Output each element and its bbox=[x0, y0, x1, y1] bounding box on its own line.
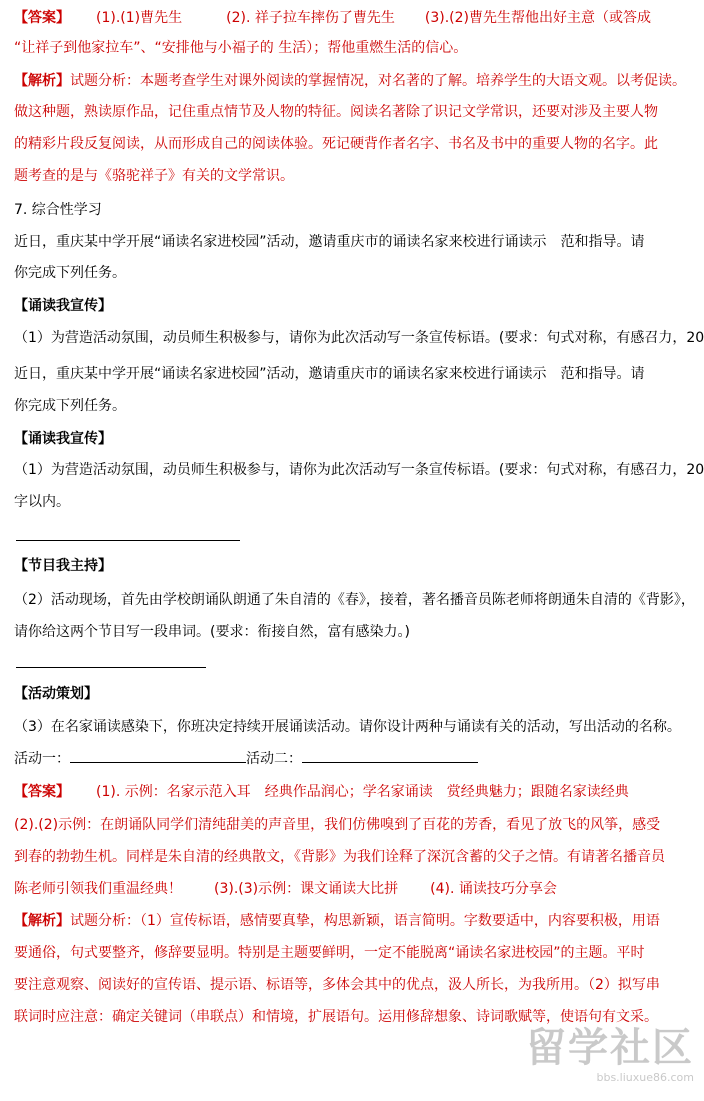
q7-answer-2-line-1: (2).(2)示例：在朗诵队同学们清纯甜美的声音里，我们仿佛嗅到了百花的芳香，看见了放飞的风筝，感受 bbox=[14, 817, 661, 833]
q6-answer-line-2: “让祥子到他家拉车”、“安排他与小福子的 生活）；帮他重燃生活的信心。 bbox=[14, 40, 468, 56]
watermark-logo bbox=[524, 1025, 694, 1087]
q7-analysis-line-2: 要通俗，句式要整齐，修辞要显明。特别是主题要鲜明，一定不能脱离“诵读名家进校园”的主题。平时 bbox=[14, 945, 645, 961]
q7-analysis-tag: 【解析】 bbox=[14, 913, 70, 929]
activity1-label: 活动一： bbox=[14, 751, 70, 767]
section-heading-planning: 【活动策划】 bbox=[14, 686, 98, 702]
q7-analysis-line-1 bbox=[14, 911, 660, 931]
q7-task2-line-1: （2）活动现场，首先由学校朗诵队朗通了朱自清的《春》，接着，著名播音员陈老师将朗通朱自清的《背影》， bbox=[14, 592, 695, 608]
q6-answer-2: (2). 祥子拉车摔伤了曹先生 bbox=[226, 10, 395, 26]
q7-task3-line-1: （3）在名家诵读感染下，你班决定持续开展诵读活动。请你设计两种与诵读有关的活动，写出活动的名称。 bbox=[14, 719, 681, 735]
q6-answer-3: (3).(2)曹先生帮他出好主意（或答成 bbox=[424, 10, 651, 26]
activity2-blank bbox=[302, 748, 478, 763]
q6-answer-1: (1).(1)曹先生 bbox=[96, 10, 183, 26]
q7-activity-line bbox=[14, 748, 478, 769]
activity1-blank bbox=[70, 748, 246, 763]
q7-task2-line-2: 请你给这两个节目写一段串词。(要求：衔接自然，富有感染力。) bbox=[14, 624, 410, 640]
q7-repeat-task1-line-1: （1）为营造活动氛围，动员师生积极参与，请你为此次活动写一条宣传标语。(要求：句式对称，有感召力，20 bbox=[14, 462, 704, 478]
watermark-brand: 留学社区 bbox=[526, 1025, 694, 1071]
q7-repeat-intro-line-2: 你完成下列任务。 bbox=[14, 398, 126, 414]
q7-intro-line-1: 近日，重庆某中学开展“诵读名家进校园”活动，邀请重庆市的诵读名家来校进行诵读示 范和指导。请 bbox=[14, 234, 645, 250]
q7-answer-line-1 bbox=[14, 782, 629, 802]
q7-task1-line-1: （1）为营造活动氛围，动员师生积极参与，请你为此次活动写一条宣传标语。(要求：句式对称，有感召力，20 bbox=[14, 330, 704, 346]
q6-analysis-line-3: 的精彩片段反复阅读，从而形成自己的阅读体验。死记硬背作者名字、书名及书中的重要人物的名字。此 bbox=[14, 136, 658, 152]
q6-analysis-line-2: 做这种题，熟读原作品，记住重点情节及人物的特征。阅读名著除了识记文学常识，还要对涉及主要人物 bbox=[14, 104, 658, 120]
q7-answer-line-4 bbox=[14, 879, 557, 899]
q7-intro-line-2: 你完成下列任务。 bbox=[14, 265, 126, 281]
q6-analysis-line-4: 题考查的是与《骆驼祥子》有关的文学常识。 bbox=[14, 168, 294, 184]
q7-answer-3: (3).(3)示例：课文诵读大比拼 bbox=[214, 881, 399, 897]
answer-blank-1 bbox=[16, 540, 240, 541]
q7-analysis-text-1: 试题分析：（1）宣传标语，感情要真挚，构思新颖，语言简明。字数要适中，内容要积极，用语 bbox=[70, 913, 660, 929]
q7-analysis-line-3: 要注意观察、阅读好的宣传语、提示语、标语等，多体会其中的优点，汲人所长，为我所用。（2）拟写串 bbox=[14, 977, 660, 993]
q7-repeat-intro-line-1: 近日，重庆某中学开展“诵读名家进校园”活动，邀请重庆市的诵读名家来校进行诵读示 范和指导。请 bbox=[14, 366, 645, 382]
q6-answer-tag: 【答案】 bbox=[14, 10, 70, 26]
answer-blank-2 bbox=[16, 667, 206, 668]
q7-analysis-line-4: 联词时应注意：确定关键词（串联点）和情境，扩展语句。运用修辞想象、诗词歌赋等，使语句有文采。 bbox=[14, 1009, 658, 1025]
q6-analysis-line-1 bbox=[14, 71, 686, 91]
q6-answer-line bbox=[14, 8, 651, 28]
q7-answer-1: (1). 示例：名家示范入耳 经典作品润心；学名家诵读 赏经典魅力；跟随名家读经典 bbox=[96, 784, 629, 800]
q7-answer-2-line-2: 到春的勃勃生机。同样是朱自清的经典散文，《背影》为我们诠释了深沉含蓄的父子之情。有请著名播音员 bbox=[14, 849, 665, 865]
q7-answer-tag: 【答案】 bbox=[14, 784, 70, 800]
q7-repeat-task1-line-2: 字以内。 bbox=[14, 494, 70, 510]
q6-analysis-tag: 【解析】 bbox=[14, 73, 70, 89]
q7-answer-4: (4). 诵读技巧分享会 bbox=[430, 881, 557, 897]
q6-analysis-text-1: 试题分析：本题考查学生对课外阅读的掌握情况，对名著的了解。培养学生的大语文观。以考促读。 bbox=[70, 73, 686, 89]
watermark-url: bbs.liuxue86.com bbox=[596, 1071, 694, 1084]
section-heading-host: 【节目我主持】 bbox=[14, 558, 112, 574]
q7-answer-2-line-3: 陈老师引领我们重温经典！ bbox=[14, 881, 182, 897]
section-heading-promotion: 【诵读我宣传】 bbox=[14, 298, 112, 314]
section-heading-promotion-repeat: 【诵读我宣传】 bbox=[14, 431, 112, 447]
activity2-label: 活动二： bbox=[246, 751, 302, 767]
q7-title: 7. 综合性学习 bbox=[14, 202, 102, 218]
